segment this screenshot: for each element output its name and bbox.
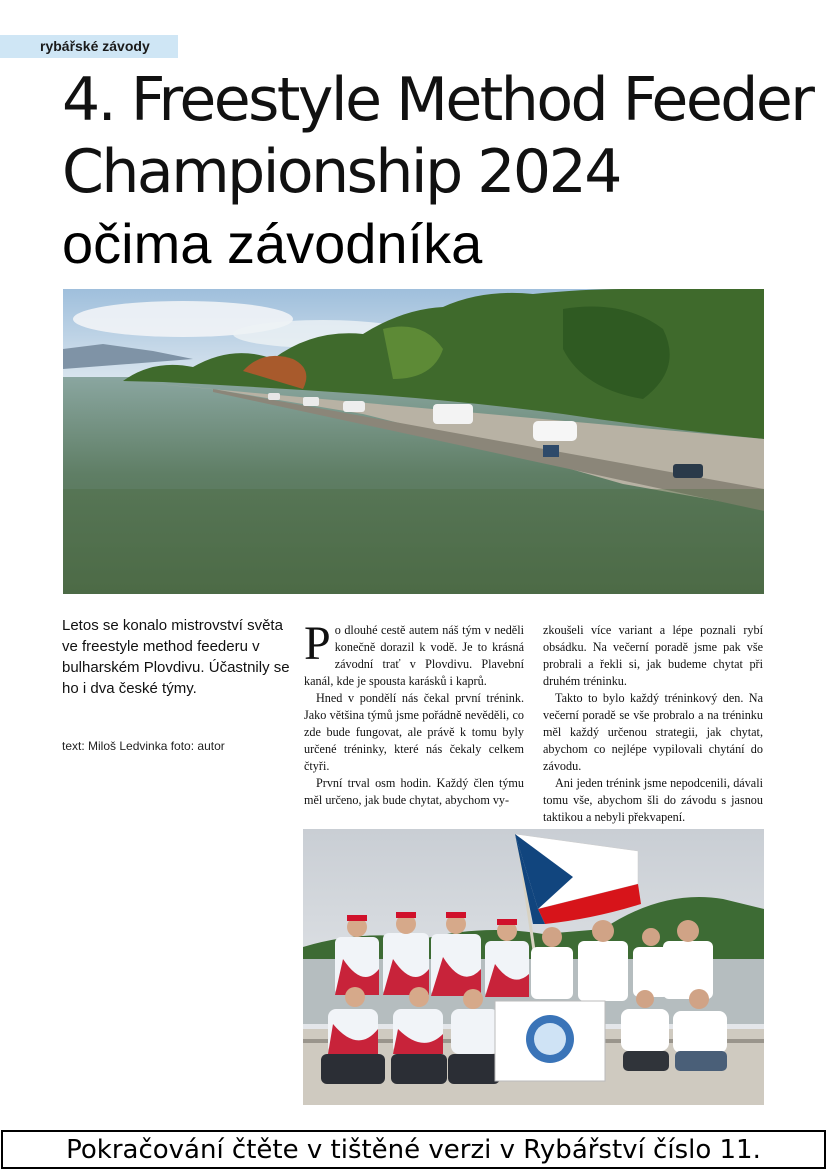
lead-paragraph: Letos se konalo mistrovství světa ve freestyle method feederu v bulharském Plovdivu. Účastnily se ho i dva české týmy.	[62, 617, 290, 697]
paragraph-1	[304, 617, 524, 690]
title-line-2: Championship 2024	[62, 137, 620, 207]
paragraph-3: První trval osm hodin. Každý člen týmu měl určeno, jak bude chytat, abychom vy-	[304, 776, 524, 807]
article-title	[62, 64, 813, 208]
paragraph-5: Takto to bylo každý tréninkový den. Na večerní poradě se vše probralo a na tréninku měl každý určenou strategii, jak chytat, abychom co nejlépe vypilovali chytání do závodu.	[543, 691, 763, 773]
article-column-2	[543, 622, 763, 826]
paragraph-1-text: o dlouhé cestě autem náš tým v neděli konečně dorazil k vodě. Je to krásná závodní trať v Plovdivu. Plavební kanál, kde je spousta karásků i kaprů.	[304, 623, 524, 688]
photo-credits: text: Miloš Ledvinka foto: autor	[62, 739, 225, 753]
paragraph-4: zkoušeli více variant a lépe poznali rybí obsádku. Na večerní poradě jsme pak vše probrali a řekli si, jak budeme chytat při druhém tréninku.	[543, 623, 763, 688]
continuation-text: Pokračování čtěte v tištěné verzi v Rybářství číslo 11.	[66, 1134, 761, 1165]
article-column-1	[304, 617, 524, 809]
paragraph-2: Hned v pondělí nás čekal první trénink. Jako většina týmů jsme pořádně nevěděli, co zde bude fungovat, ale právě k tomu byly určené tréninky, které nás čekaly celkem čtyři.	[304, 691, 524, 773]
drop-cap: P	[304, 617, 331, 670]
paragraph-6: Ani jeden trénink jsme nepodcenili, dávali tomu vše, abychom šli do závodu s jasnou taktikou a nebyli překvapení.	[543, 776, 763, 824]
continuation-banner	[1, 1130, 826, 1169]
title-line-1: 4. Freestyle Method Feeder	[62, 65, 813, 135]
team-photo	[303, 829, 764, 1105]
article-subtitle: očima závodníka	[62, 212, 483, 275]
canal-photo	[63, 289, 764, 594]
section-tag: rybářské závody	[0, 35, 178, 58]
